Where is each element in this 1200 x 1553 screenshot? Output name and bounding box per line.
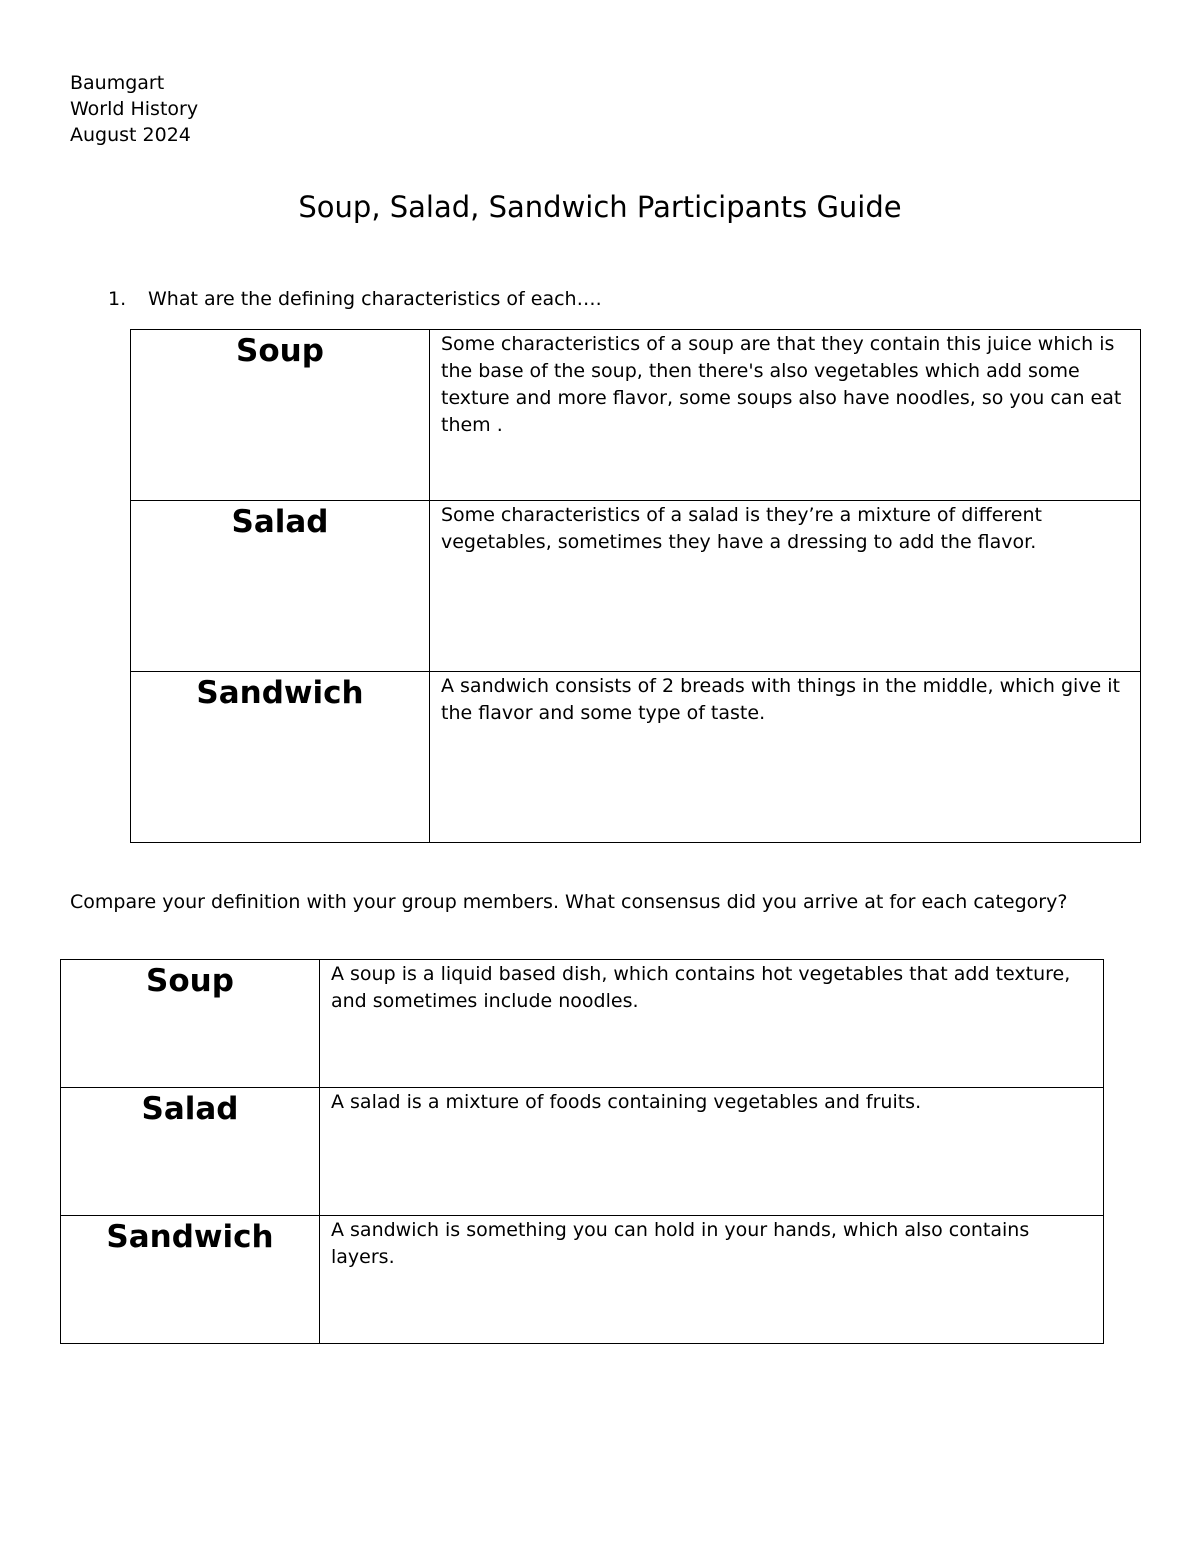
term-cell bbox=[131, 501, 430, 672]
term-cell bbox=[131, 672, 430, 843]
definition-text: A sandwich is something you can hold in your hands, which also contains layers. bbox=[331, 1219, 1030, 1268]
definition-cell[interactable] bbox=[430, 501, 1141, 672]
term-cell bbox=[61, 960, 320, 1088]
term-label: Sandwich bbox=[106, 1219, 274, 1255]
definition-cell[interactable] bbox=[430, 672, 1141, 843]
table-row bbox=[131, 330, 1141, 501]
author-name: Baumgart bbox=[70, 72, 165, 94]
definition-cell[interactable] bbox=[320, 1216, 1104, 1344]
consensus-table bbox=[60, 959, 1104, 1344]
term-label: Soup bbox=[236, 333, 324, 369]
term-label: Sandwich bbox=[196, 675, 364, 711]
question-1 bbox=[108, 286, 602, 312]
document-header bbox=[70, 70, 198, 148]
definition-cell[interactable] bbox=[320, 1088, 1104, 1216]
compare-prompt: Compare your definition with your group members. What consensus did you arrive at for each category? bbox=[70, 891, 1068, 913]
document-date: August 2024 bbox=[70, 124, 191, 146]
definition-cell[interactable] bbox=[430, 330, 1141, 501]
term-label: Soup bbox=[146, 963, 234, 999]
term-label: Salad bbox=[231, 504, 329, 540]
table-row bbox=[131, 672, 1141, 843]
question-text: What are the defining characteristics of each…. bbox=[148, 288, 602, 310]
definition-text: A soup is a liquid based dish, which contains hot vegetables that add texture, and sometimes include noodles. bbox=[331, 963, 1071, 1012]
definition-text: Some characteristics of a soup are that they contain this juice which is the base of the soup, then there's also vegetables which add some texture and more flavor, some soups also have noodles, so you can eat them . bbox=[441, 333, 1122, 436]
table-row bbox=[131, 501, 1141, 672]
definition-cell[interactable] bbox=[320, 960, 1104, 1088]
question-number: 1. bbox=[108, 288, 127, 310]
table-row bbox=[61, 1216, 1104, 1344]
table-row bbox=[61, 960, 1104, 1088]
term-cell bbox=[61, 1088, 320, 1216]
table-row bbox=[61, 1088, 1104, 1216]
definition-text: Some characteristics of a salad is they’re a mixture of different vegetables, sometimes they have a dressing to add the flavor. bbox=[441, 504, 1042, 553]
characteristics-table bbox=[130, 329, 1141, 843]
term-cell bbox=[131, 330, 430, 501]
term-cell bbox=[61, 1216, 320, 1344]
page-title: Soup, Salad, Sandwich Participants Guide bbox=[298, 190, 902, 224]
course-name: World History bbox=[70, 98, 199, 120]
term-label: Salad bbox=[141, 1091, 239, 1127]
definition-text: A salad is a mixture of foods containing vegetables and fruits. bbox=[331, 1091, 922, 1113]
definition-text: A sandwich consists of 2 breads with things in the middle, which give it the flavor and some type of taste. bbox=[441, 675, 1120, 724]
